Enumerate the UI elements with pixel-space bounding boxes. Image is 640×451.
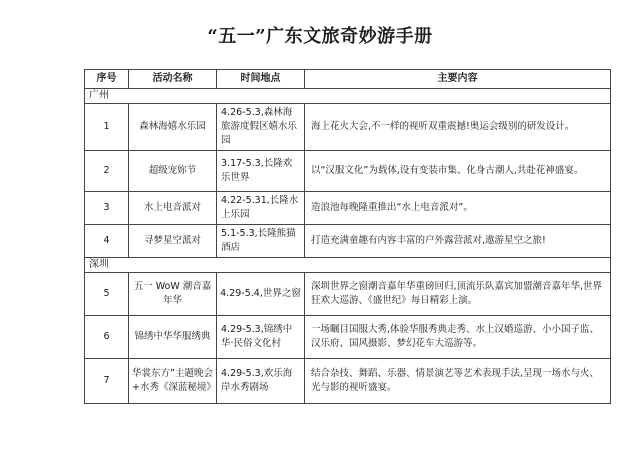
row-name: 五一 WoW 潮音嘉年华 xyxy=(129,273,217,316)
table-row xyxy=(85,359,611,404)
row-content: 一场瞩目国服大秀,体验华服秀典走秀、水上汉婚巡游、小小国子监、汉乐府、国风摄影、梦幻花车大巡游等。 xyxy=(305,316,611,359)
header-no: 序号 xyxy=(85,70,129,89)
row-content: 海上花火大会,不一样的视听双重震撼!奥运会级别的研发设计。 xyxy=(305,104,611,151)
header-name: 活动名称 xyxy=(129,70,217,89)
row-name: 锦绣中华华服绣典 xyxy=(129,316,217,359)
row-no: 3 xyxy=(85,192,129,225)
header-time-place: 时间地点 xyxy=(217,70,305,89)
row-content: 造浪池每晚隆重推出“水上电音派对”。 xyxy=(305,192,611,225)
row-time-place: 4.29-5.4,世界之窗 xyxy=(217,273,305,316)
region-row xyxy=(85,89,611,104)
row-content: 结合杂技、舞蹈、乐器、情景演艺等艺术表现手法,呈现一场水与火、光与影的视听盛宴。 xyxy=(305,359,611,404)
row-time-place: 3.17-5.3,长隆欢乐世界 xyxy=(217,151,305,192)
row-content: 以“汉服文化”为载体,设有变装市集、化身古潮人,共赴花神盛宴。 xyxy=(305,151,611,192)
row-name: 森林海嬉水乐园 xyxy=(129,104,217,151)
row-time-place: 4.26-5.3,森林海旅游度假区嬉水乐园 xyxy=(217,104,305,151)
row-no: 5 xyxy=(85,273,129,316)
page-title: “五一”广东文旅奇妙游手册 xyxy=(207,26,433,47)
row-no: 4 xyxy=(85,225,129,258)
table-row xyxy=(85,273,611,316)
table-row xyxy=(85,225,611,258)
row-name: 水上电音派对 xyxy=(129,192,217,225)
row-time-place: 5.1-5.3,长隆熊猫酒店 xyxy=(217,225,305,258)
table-row xyxy=(85,151,611,192)
table-row xyxy=(85,316,611,359)
row-name: 寻梦星空派对 xyxy=(129,225,217,258)
table-row xyxy=(85,192,611,225)
row-no: 1 xyxy=(85,104,129,151)
region-row xyxy=(85,258,611,273)
row-no: 6 xyxy=(85,316,129,359)
header-content: 主要内容 xyxy=(305,70,611,89)
region-label: 深圳 xyxy=(85,258,611,273)
table-header-row xyxy=(85,70,611,89)
row-time-place: 4.29-5.3,锦绣中华·民俗文化村 xyxy=(217,316,305,359)
row-no: 2 xyxy=(85,151,129,192)
row-content: 打造充满童趣有内容丰富的户外露营派对,遨游星空之旅! xyxy=(305,225,611,258)
row-time-place: 4.29-5.3,欢乐海岸水秀剧场 xyxy=(217,359,305,404)
row-no: 7 xyxy=(85,359,129,404)
activity-table xyxy=(84,69,611,404)
row-content: 深圳世界之窗潮音嘉年华重磅回归,顶流乐队嘉宾加盟潮音嘉年华,世界狂欢大巡游、《盛世纪》每日精彩上演。 xyxy=(305,273,611,316)
row-time-place: 4.22-5.31,长隆水上乐园 xyxy=(217,192,305,225)
row-name: 超级宠妳节 xyxy=(129,151,217,192)
region-label: 广州 xyxy=(85,89,611,104)
table-row xyxy=(85,104,611,151)
row-name: 华裳东方”主题晚会+水秀《深蓝秘境》 xyxy=(129,359,217,404)
